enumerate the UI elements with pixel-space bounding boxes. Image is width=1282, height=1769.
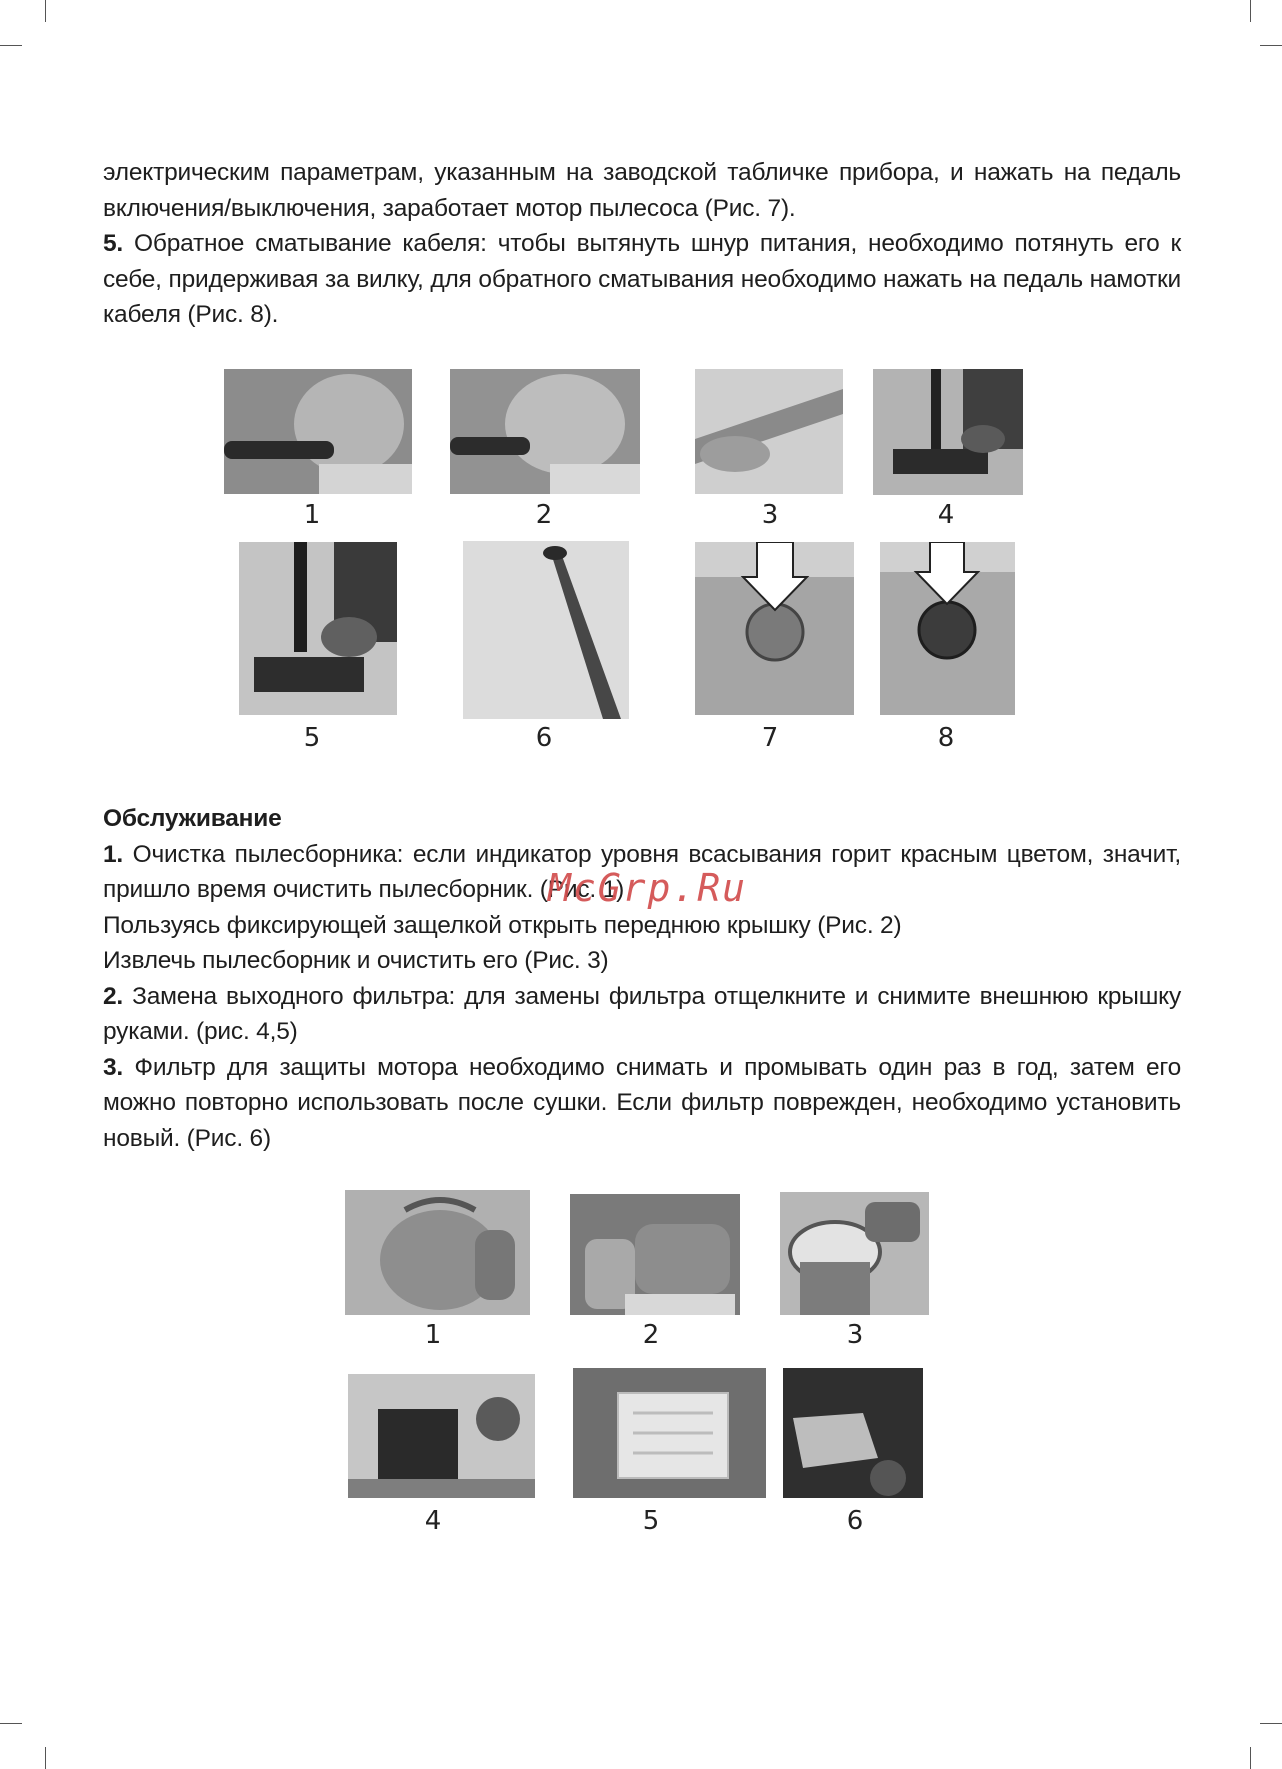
photo-fig4-floor-brush [873, 369, 1023, 495]
intro-text [103, 155, 1181, 333]
figure-caption: 1 [424, 1320, 442, 1350]
item-number: 1. [103, 840, 124, 868]
photo-maint-fig6-motor-filter [783, 1368, 923, 1498]
crop-mark [0, 1723, 22, 1724]
paragraph-text: Обратное сматывание кабеля: чтобы вытянуть шнур питания, необходимо потянуть его к себе, придерживая за вилку, для обратного сматывания необходимо нажать на педаль намотки кабеля (Рис. 8). [103, 230, 1181, 328]
figure-caption: 1 [303, 500, 321, 530]
figure-caption: 2 [535, 500, 553, 530]
photo-maint-fig3-dust-container [780, 1192, 929, 1315]
item-number: 3. [103, 1053, 124, 1081]
crop-mark [1250, 1747, 1251, 1769]
maintenance-section [103, 801, 1181, 1156]
figure-caption: 5 [303, 723, 321, 753]
figure-caption: 6 [846, 1506, 864, 1536]
crop-mark [1250, 0, 1251, 22]
paragraph-text: Замена выходного фильтра: для замены фильтра отщелкните и снимите внешнюю крышку руками. (рис. 4,5) [103, 982, 1181, 1045]
figure-caption: 4 [424, 1506, 442, 1536]
photo-fig7-power-pedal [695, 542, 854, 715]
figure-caption: 7 [761, 723, 779, 753]
photo-maint-fig2-open-cover [570, 1194, 740, 1315]
photo-maint-fig5-hepa-filter [573, 1368, 766, 1498]
crop-mark [0, 45, 22, 46]
paragraph-text: Очистка пылесборника: если индикатор уровня всасывания горит красным цветом, значит, пришло время очистить пылесборник. (Рис. 1) [103, 840, 1181, 903]
paragraph-remove-container: Извлечь пылесборник и очистить его (Рис. 3) [103, 947, 609, 974]
figure-caption: 6 [535, 723, 553, 753]
paragraph-motor-filter [103, 1050, 1181, 1157]
crop-mark [1260, 1723, 1282, 1724]
paragraph-open-cover: Пользуясь фиксирующей защелкой открыть переднюю крышку (Рис. 2) [103, 911, 902, 939]
photo-maint-fig4-outlet-filter [348, 1374, 535, 1498]
crop-mark [45, 0, 46, 22]
photo-fig6-tube [463, 541, 629, 719]
paragraph-text: Фильтр для защиты мотора необходимо снимать и промывать один раз в год, затем его можно повторно использовать после сушки. Если фильтр поврежден, необходимо установить новый. (Рис. 6) [103, 1053, 1181, 1152]
figure-caption: 8 [937, 723, 955, 753]
figure-caption: 3 [846, 1320, 864, 1350]
item-number: 5. [103, 230, 124, 257]
crop-mark [45, 1747, 46, 1769]
paragraph-power-on: электрическим параметрам, указанным на заводской табличке прибора, и нажать на педаль включения/выключения, заработает мотор пылесоса (Рис. 7). [103, 159, 1181, 222]
crop-mark [1260, 45, 1282, 46]
figure-caption: 4 [937, 500, 955, 530]
item-number: 2. [103, 982, 124, 1010]
photo-fig8-cable-rewind-pedal [880, 542, 1015, 715]
figure-caption: 3 [761, 500, 779, 530]
paragraph-outlet-filter [103, 979, 1181, 1050]
paragraph-cable-rewind [103, 226, 1181, 333]
figure-caption: 2 [642, 1320, 660, 1350]
section-heading: Обслуживание [103, 805, 282, 832]
photo-fig5-brush-pedal [239, 542, 397, 715]
photo-fig3-telescopic-tube [695, 369, 843, 494]
photo-fig2-hose-connect [450, 369, 640, 494]
figure-caption: 5 [642, 1506, 660, 1536]
watermark-logo: McGrp.Ru [548, 866, 748, 910]
photo-fig1-hose-attach [224, 369, 412, 494]
photo-maint-fig1-cyclone [345, 1190, 530, 1315]
